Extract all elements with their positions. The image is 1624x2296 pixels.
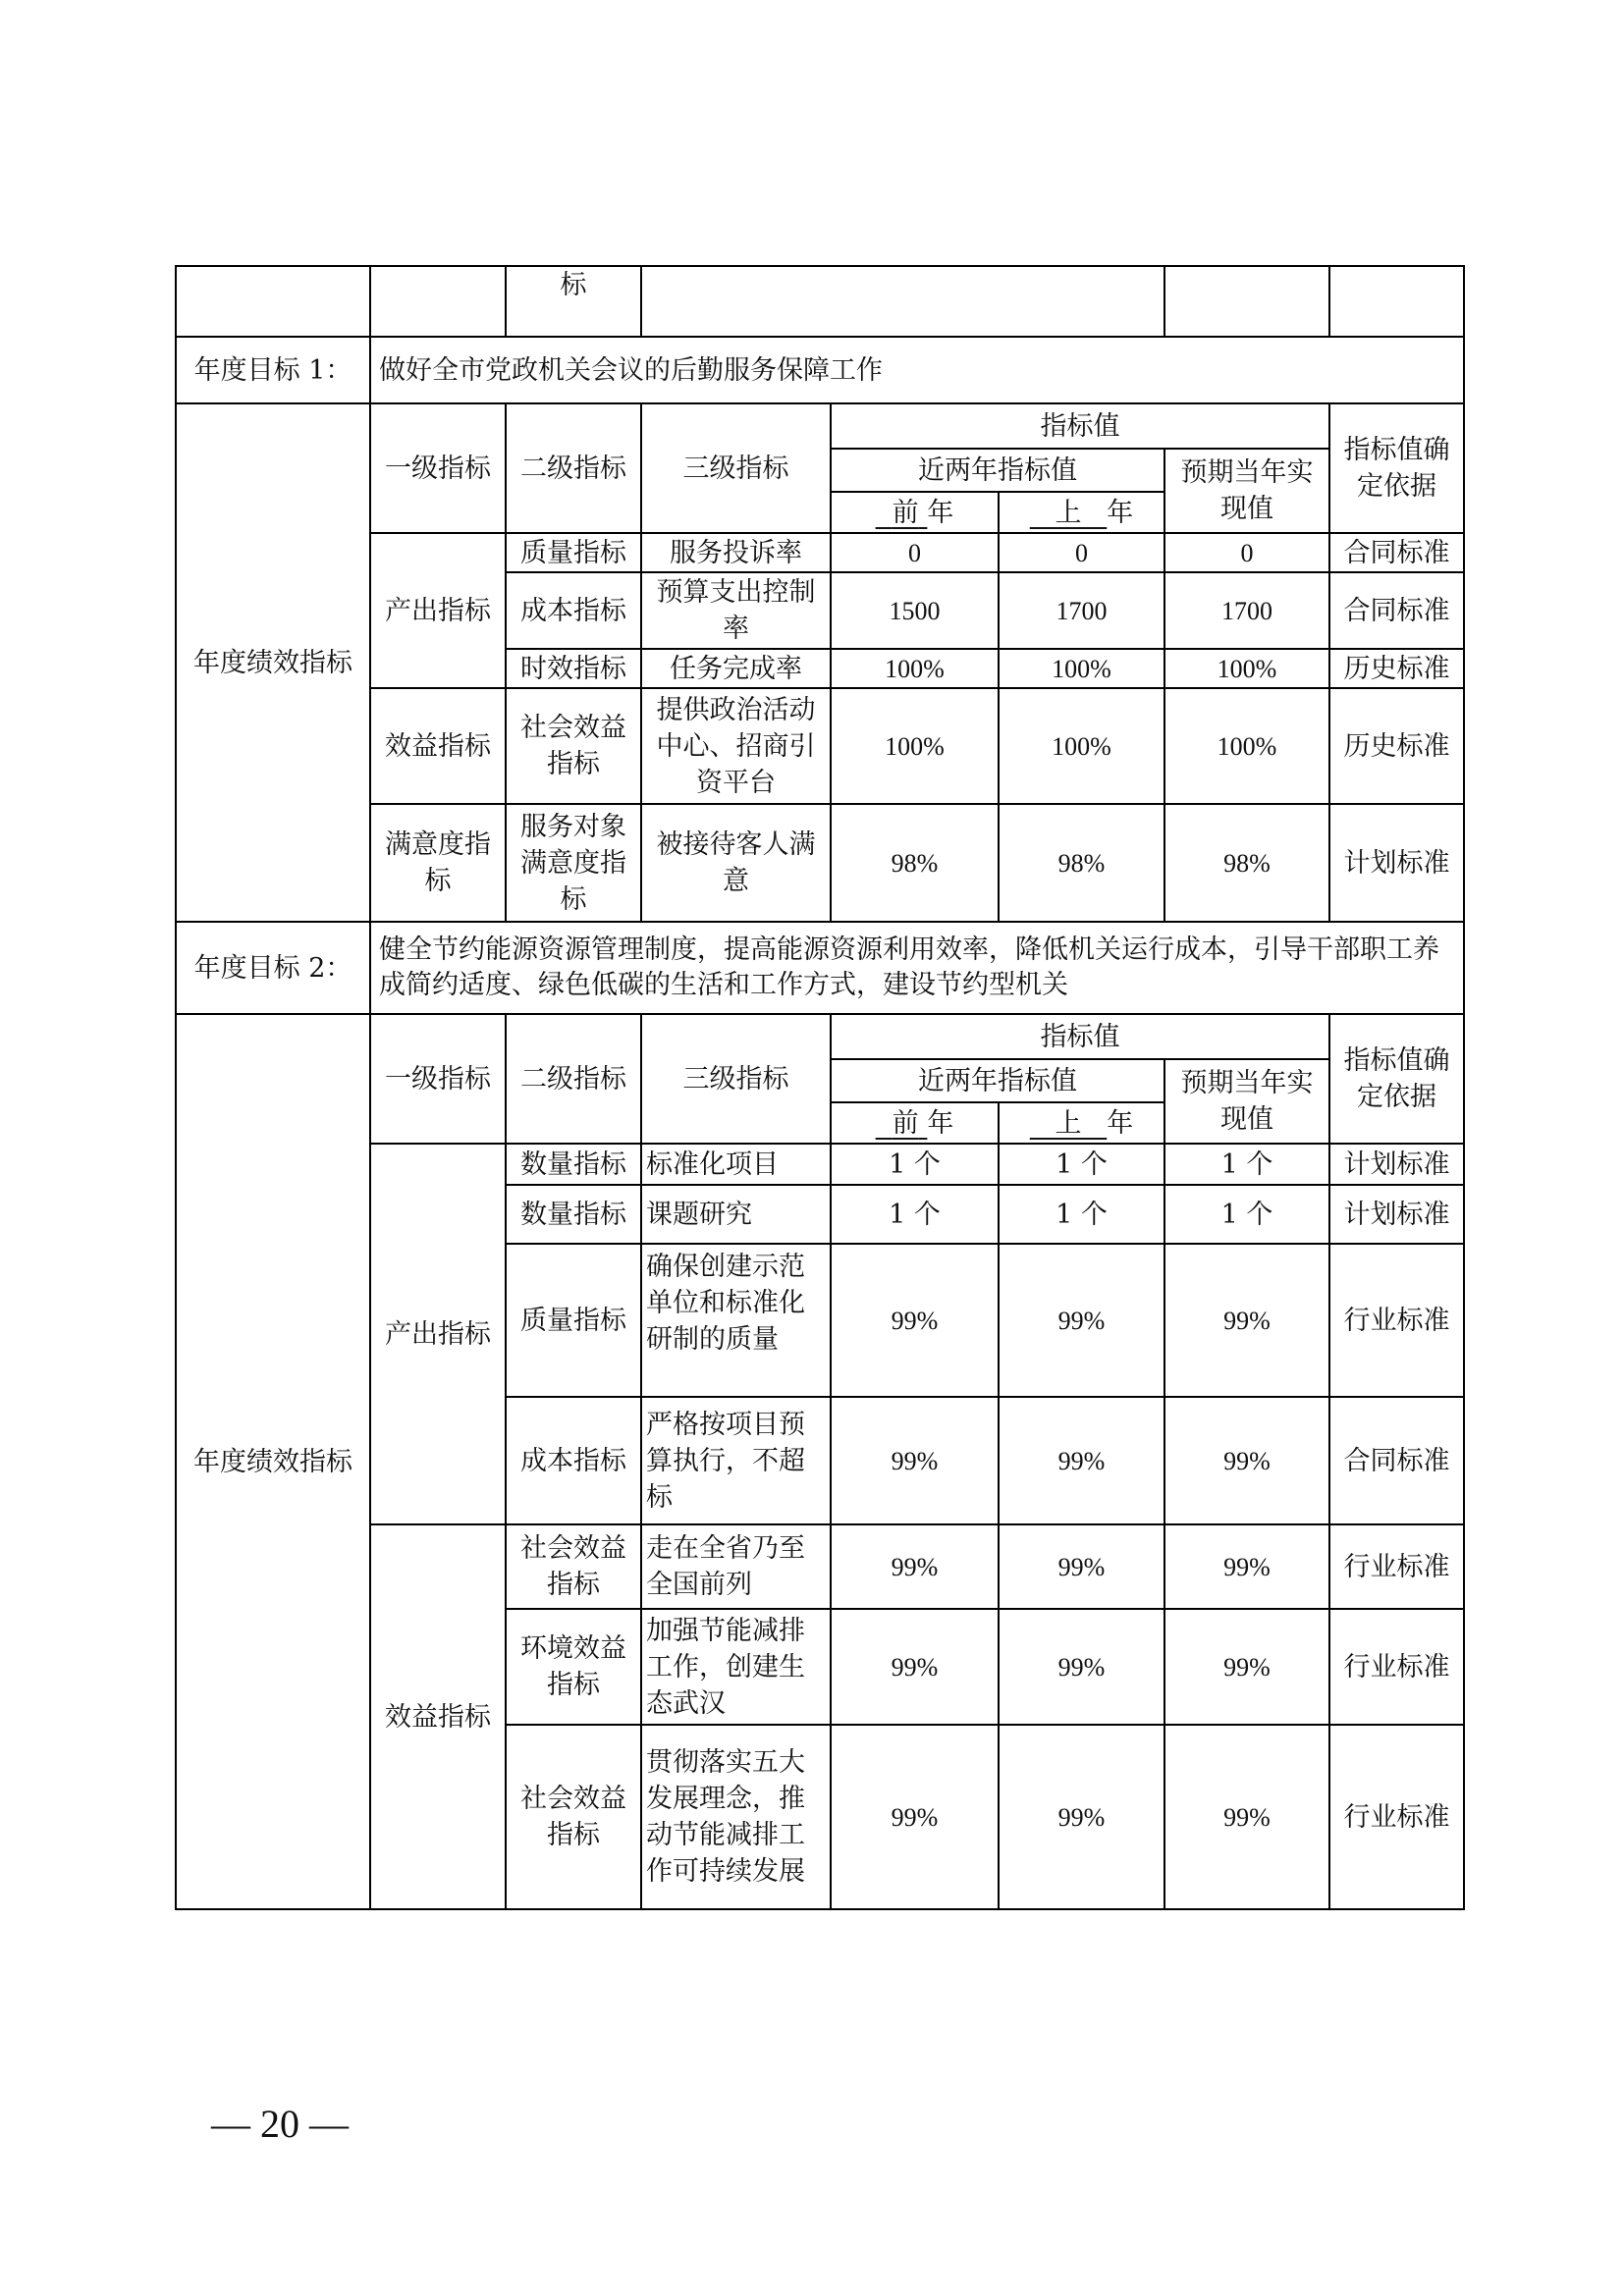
prev-value: 98% bbox=[831, 804, 999, 922]
l3-cell: 确保创建示范单位和标准化研制的质量 bbox=[641, 1244, 831, 1397]
last-value: 99% bbox=[999, 1725, 1164, 1909]
prev-value: 99% bbox=[831, 1244, 999, 1397]
prev-value: 1 个 bbox=[831, 1185, 999, 1244]
prev-value: 1 个 bbox=[831, 1144, 999, 1185]
last-value: 99% bbox=[999, 1609, 1164, 1725]
t2-level1-header: 一级指标 bbox=[370, 1014, 506, 1144]
basis-cell: 计划标准 bbox=[1329, 804, 1464, 922]
t1-header-row-1 bbox=[176, 403, 1464, 449]
goal1-text: 做好全市党政机关会议的后勤服务保障工作 bbox=[370, 337, 1464, 403]
t1-group-satisfaction: 满意度指标 bbox=[370, 804, 506, 922]
t2-level2-header: 二级指标 bbox=[506, 1014, 641, 1144]
goal2-label: 年度目标 2： bbox=[176, 922, 370, 1014]
l2-cell: 数量指标 bbox=[506, 1185, 641, 1244]
l2-cell: 质量指标 bbox=[506, 1244, 641, 1397]
t1-level2-header: 二级指标 bbox=[506, 403, 641, 533]
l3-cell: 贯彻落实五大发展理念，推动节能减排工作可持续发展 bbox=[641, 1725, 831, 1909]
t1-recent-header: 近两年指标值 bbox=[831, 449, 1164, 492]
last-value: 99% bbox=[999, 1524, 1164, 1609]
basis-cell: 合同标准 bbox=[1329, 1397, 1464, 1524]
expected-value: 99% bbox=[1164, 1725, 1329, 1909]
l2-cell: 社会效益指标 bbox=[506, 688, 641, 804]
l2-cell: 环境效益指标 bbox=[506, 1609, 641, 1725]
t2-group-benefit: 效益指标 bbox=[370, 1524, 506, 1909]
basis-cell: 合同标准 bbox=[1329, 572, 1464, 649]
goal2-text: 健全节约能源资源管理制度，提高能源资源利用效率，降低机关运行成本，引导干部职工养成简约适度、绿色低碳的生活和工作方式，建设节约型机关 bbox=[370, 922, 1464, 1014]
prev-value: 99% bbox=[831, 1397, 999, 1524]
t2-level3-header: 三级指标 bbox=[641, 1014, 831, 1144]
t1-level1-header: 一级指标 bbox=[370, 403, 506, 533]
performance-table-sheet bbox=[175, 265, 1463, 1910]
l2-cell: 质量指标 bbox=[506, 533, 641, 572]
t1-group-output: 产出指标 bbox=[370, 533, 506, 688]
last-value: 1 个 bbox=[999, 1185, 1164, 1244]
l2-cell: 社会效益指标 bbox=[506, 1725, 641, 1909]
empty-cell bbox=[1329, 266, 1464, 337]
expected-value: 99% bbox=[1164, 1524, 1329, 1609]
empty-cell bbox=[641, 266, 1164, 337]
prev-value: 99% bbox=[831, 1524, 999, 1609]
expected-value: 99% bbox=[1164, 1609, 1329, 1725]
l3-cell: 被接待客人满意 bbox=[641, 804, 831, 922]
last-value: 99% bbox=[999, 1244, 1164, 1397]
t1-prev-year-header: 前 年 bbox=[831, 492, 999, 533]
l3-cell: 标准化项目 bbox=[641, 1144, 831, 1185]
basis-cell: 行业标准 bbox=[1329, 1524, 1464, 1609]
l3-cell: 提供政治活动中心、招商引资平台 bbox=[641, 688, 831, 804]
l3-cell: 严格按项目预算执行，不超标 bbox=[641, 1397, 831, 1524]
t1-last-year-header: 上 年 bbox=[999, 492, 1164, 533]
third-level-fragment: 标 bbox=[506, 266, 641, 337]
prev-value: 100% bbox=[831, 688, 999, 804]
t2-prev-year-header: 前 年 bbox=[831, 1102, 999, 1144]
t2-last-year-header: 上 年 bbox=[999, 1102, 1164, 1144]
empty-cell bbox=[370, 266, 506, 337]
performance-table bbox=[175, 265, 1465, 923]
expected-value: 1700 bbox=[1164, 572, 1329, 649]
t2-header-row-1 bbox=[176, 1014, 1464, 1059]
basis-cell: 计划标准 bbox=[1329, 1144, 1464, 1185]
last-value: 99% bbox=[999, 1397, 1164, 1524]
expected-value: 1 个 bbox=[1164, 1144, 1329, 1185]
t1-basis-header: 指标值确定依据 bbox=[1329, 403, 1464, 533]
t2-perf-label: 年度绩效指标 bbox=[176, 1014, 370, 1909]
expected-value: 99% bbox=[1164, 1244, 1329, 1397]
prev-value: 100% bbox=[831, 649, 999, 688]
last-value: 98% bbox=[999, 804, 1164, 922]
t2-recent-header: 近两年指标值 bbox=[831, 1059, 1164, 1102]
last-value: 1 个 bbox=[999, 1144, 1164, 1185]
goal2-row bbox=[176, 922, 1464, 1014]
basis-cell: 行业标准 bbox=[1329, 1609, 1464, 1725]
t1-level3-header: 三级指标 bbox=[641, 403, 831, 533]
prev-value: 1500 bbox=[831, 572, 999, 649]
l3-cell: 服务投诉率 bbox=[641, 533, 831, 572]
goal1-row bbox=[176, 337, 1464, 403]
goal1-label: 年度目标 1： bbox=[176, 337, 370, 403]
basis-cell: 合同标准 bbox=[1329, 533, 1464, 572]
last-value: 1700 bbox=[999, 572, 1164, 649]
l3-cell: 任务完成率 bbox=[641, 649, 831, 688]
l3-cell: 加强节能减排工作，创建生态武汉 bbox=[641, 1609, 831, 1725]
l2-cell: 成本指标 bbox=[506, 572, 641, 649]
t1-group-benefit: 效益指标 bbox=[370, 688, 506, 804]
expected-value: 1 个 bbox=[1164, 1185, 1329, 1244]
basis-cell: 行业标准 bbox=[1329, 1725, 1464, 1909]
expected-value: 98% bbox=[1164, 804, 1329, 922]
t1-perf-label: 年度绩效指标 bbox=[176, 403, 370, 922]
t2-value-header: 指标值 bbox=[831, 1014, 1329, 1059]
basis-cell: 历史标准 bbox=[1329, 688, 1464, 804]
basis-cell: 行业标准 bbox=[1329, 1244, 1464, 1397]
t1-expected-header: 预期当年实现值 bbox=[1164, 449, 1329, 533]
l3-cell: 课题研究 bbox=[641, 1185, 831, 1244]
l2-cell: 社会效益指标 bbox=[506, 1524, 641, 1609]
empty-cell bbox=[176, 266, 370, 337]
l3-cell: 走在全省乃至全国前列 bbox=[641, 1524, 831, 1609]
last-value: 100% bbox=[999, 688, 1164, 804]
t2-expected-header: 预期当年实现值 bbox=[1164, 1059, 1329, 1144]
t2-group-output: 产出指标 bbox=[370, 1144, 506, 1524]
last-value: 100% bbox=[999, 649, 1164, 688]
expected-value: 100% bbox=[1164, 649, 1329, 688]
l2-cell: 数量指标 bbox=[506, 1144, 641, 1185]
t1-value-header: 指标值 bbox=[831, 403, 1329, 449]
basis-cell: 计划标准 bbox=[1329, 1185, 1464, 1244]
performance-table-2 bbox=[175, 921, 1465, 1910]
last-value: 0 bbox=[999, 533, 1164, 572]
l2-cell: 成本指标 bbox=[506, 1397, 641, 1524]
prev-value: 99% bbox=[831, 1609, 999, 1725]
expected-value: 0 bbox=[1164, 533, 1329, 572]
basis-cell: 历史标准 bbox=[1329, 649, 1464, 688]
l2-cell: 服务对象满意度指标 bbox=[506, 804, 641, 922]
empty-cell bbox=[1164, 266, 1329, 337]
prev-value: 99% bbox=[831, 1725, 999, 1909]
expected-value: 100% bbox=[1164, 688, 1329, 804]
page-number: — 20 — bbox=[211, 2102, 349, 2146]
l2-cell: 时效指标 bbox=[506, 649, 641, 688]
prev-value: 0 bbox=[831, 533, 999, 572]
l3-cell: 预算支出控制率 bbox=[641, 572, 831, 649]
continuation-row bbox=[176, 266, 1464, 337]
t2-basis-header: 指标值确定依据 bbox=[1329, 1014, 1464, 1144]
expected-value: 99% bbox=[1164, 1397, 1329, 1524]
